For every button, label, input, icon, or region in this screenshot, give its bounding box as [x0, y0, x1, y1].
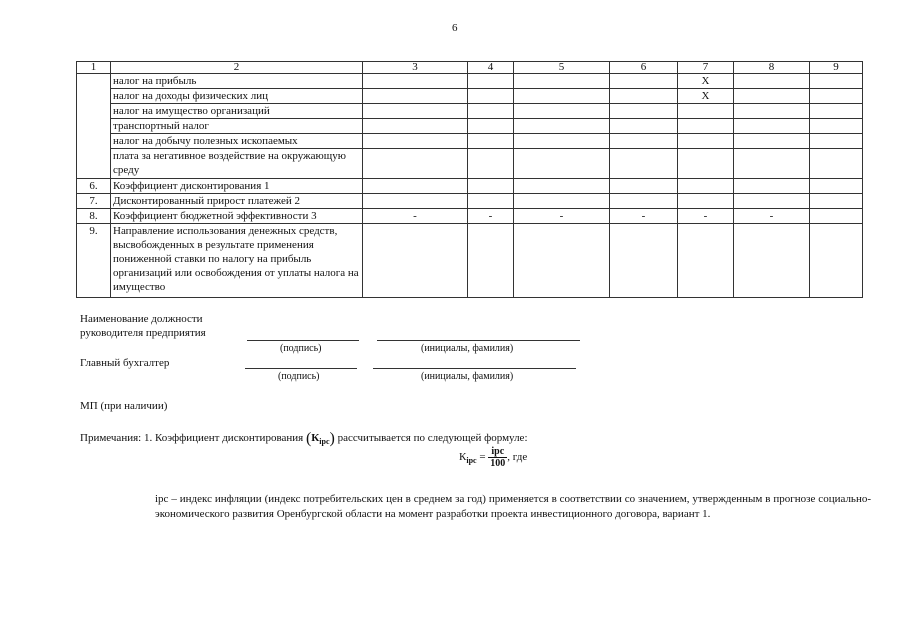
- discount-formula: $К_{ipc}$ = $\frac{\text{ipc}}{100}$ , где: [459, 446, 528, 469]
- value-cell: -: [610, 209, 678, 224]
- budget-efficiency-table: [76, 61, 863, 298]
- accountant-name-caption: (инициалы, фамилия): [421, 371, 514, 382]
- value-cell: [514, 104, 610, 119]
- row-number: 9.: [77, 224, 111, 298]
- chief-accountant-label: Главный бухгалтер: [80, 357, 170, 369]
- value-cell: [514, 224, 610, 298]
- header-cell: 5: [514, 62, 610, 74]
- row-label: налог на добычу полезных ископаемых: [111, 134, 363, 149]
- row-number: [77, 74, 111, 89]
- table-header-row: [77, 62, 863, 74]
- value-cell: X: [678, 74, 734, 89]
- value-cell: [678, 149, 734, 179]
- header-cell: 7: [678, 62, 734, 74]
- value-cell: [363, 104, 468, 119]
- value-cell: [734, 179, 810, 194]
- accountant-signature-caption: (подпись): [278, 371, 320, 382]
- value-cell: [363, 134, 468, 149]
- table-row: [77, 179, 863, 194]
- note-intro: Примечания: 1. Коэффициент дисконтирования $(К_{ipc})$ рассчитывается по следующей формуле:: [80, 430, 528, 447]
- ipc-explanation: ipc – индекс инфляции (индекс потребительских цен в среднем за год) применяется в соответствии со значением, утвержденным в прогнозе социально-экономического развития Оренбургской области на момент разработки проекта инвестиционного договора, вариант 1.: [155, 493, 871, 520]
- row-number: [77, 89, 111, 104]
- value-cell: [514, 179, 610, 194]
- value-cell: [610, 134, 678, 149]
- value-cell: [610, 149, 678, 179]
- value-cell: -: [514, 209, 610, 224]
- value-cell: [468, 149, 514, 179]
- table-row: [77, 119, 863, 134]
- value-cell: [610, 224, 678, 298]
- table-row: [77, 74, 863, 89]
- head-title-line1: Наименование должности: [80, 313, 203, 325]
- value-cell: [810, 194, 863, 209]
- value-cell: [678, 194, 734, 209]
- value-cell: [468, 134, 514, 149]
- stamp-label: МП (при наличии): [80, 400, 168, 412]
- value-cell: -: [363, 209, 468, 224]
- value-cell: [514, 119, 610, 134]
- value-cell: [363, 179, 468, 194]
- value-cell: [810, 89, 863, 104]
- header-cell: 4: [468, 62, 514, 74]
- row-number: [77, 149, 111, 179]
- row-label: налог на имущество организаций: [111, 104, 363, 119]
- value-cell: [514, 134, 610, 149]
- value-cell: [468, 179, 514, 194]
- value-cell: [734, 224, 810, 298]
- value-cell: [810, 209, 863, 224]
- value-cell: [514, 149, 610, 179]
- value-cell: -: [468, 209, 514, 224]
- value-cell: [810, 224, 863, 298]
- value-cell: [610, 89, 678, 104]
- value-cell: [468, 104, 514, 119]
- value-cell: [610, 104, 678, 119]
- header-cell: 8: [734, 62, 810, 74]
- page-number: 6: [452, 22, 458, 34]
- value-cell: [468, 194, 514, 209]
- value-cell: [734, 104, 810, 119]
- value-cell: [678, 224, 734, 298]
- row-label: Коэффициент бюджетной эффективности 3: [111, 209, 363, 224]
- value-cell: [363, 89, 468, 104]
- row-label: Дисконтированный прирост платежей 2: [111, 194, 363, 209]
- value-cell: X: [678, 89, 734, 104]
- value-cell: [810, 149, 863, 179]
- accountant-signature-line: [245, 368, 357, 369]
- value-cell: [810, 74, 863, 89]
- table-row: [77, 149, 863, 179]
- value-cell: [610, 194, 678, 209]
- table-row: [77, 104, 863, 119]
- row-number: [77, 134, 111, 149]
- value-cell: [734, 194, 810, 209]
- row-number: [77, 119, 111, 134]
- value-cell: [363, 74, 468, 89]
- value-cell: [514, 89, 610, 104]
- row-number: 8.: [77, 209, 111, 224]
- row-label: Коэффициент дисконтирования 1: [111, 179, 363, 194]
- header-cell: 3: [363, 62, 468, 74]
- table-row: [77, 209, 863, 224]
- value-cell: [678, 179, 734, 194]
- formula-fraction: $\frac{\text{ipc}}{100}$: [490, 446, 506, 469]
- value-cell: [734, 89, 810, 104]
- row-number: 7.: [77, 194, 111, 209]
- head-signature-caption: (подпись): [280, 343, 322, 354]
- head-signature-line: [247, 340, 359, 341]
- value-cell: [678, 134, 734, 149]
- header-cell: 2: [111, 62, 363, 74]
- value-cell: [363, 119, 468, 134]
- row-label: налог на доходы физических лиц: [111, 89, 363, 104]
- value-cell: -: [734, 209, 810, 224]
- value-cell: [734, 74, 810, 89]
- value-cell: [678, 119, 734, 134]
- value-cell: [810, 119, 863, 134]
- table-row: [77, 224, 863, 298]
- table-row: [77, 134, 863, 149]
- value-cell: [810, 134, 863, 149]
- value-cell: [610, 179, 678, 194]
- row-number: 6.: [77, 179, 111, 194]
- row-label: Направление использования денежных средств, высвобожденных в результате применения пониженной ставки по налогу на прибыль организаций или освобождения от уплаты налога на имущество: [111, 224, 363, 298]
- head-title-line2: руководителя предприятия: [80, 327, 206, 339]
- value-cell: [514, 74, 610, 89]
- value-cell: [468, 119, 514, 134]
- table-row: [77, 194, 863, 209]
- value-cell: [363, 149, 468, 179]
- table-row: [77, 89, 863, 104]
- value-cell: [678, 104, 734, 119]
- value-cell: [610, 119, 678, 134]
- header-cell: 9: [810, 62, 863, 74]
- header-cell: 6: [610, 62, 678, 74]
- value-cell: [468, 74, 514, 89]
- value-cell: [810, 179, 863, 194]
- head-name-line: [377, 340, 580, 341]
- value-cell: [734, 119, 810, 134]
- value-cell: [468, 89, 514, 104]
- row-number: [77, 104, 111, 119]
- head-name-caption: (инициалы, фамилия): [421, 343, 514, 354]
- value-cell: [514, 194, 610, 209]
- value-cell: [363, 194, 468, 209]
- row-label: транспортный налог: [111, 119, 363, 134]
- accountant-name-line: [373, 368, 576, 369]
- value-cell: [734, 134, 810, 149]
- header-cell: 1: [77, 62, 111, 74]
- row-label: плата за негативное воздействие на окружающую среду: [111, 149, 363, 179]
- value-cell: [810, 104, 863, 119]
- value-cell: [734, 149, 810, 179]
- row-label: налог на прибыль: [111, 74, 363, 89]
- value-cell: [610, 74, 678, 89]
- value-cell: -: [678, 209, 734, 224]
- value-cell: [363, 224, 468, 298]
- value-cell: [468, 224, 514, 298]
